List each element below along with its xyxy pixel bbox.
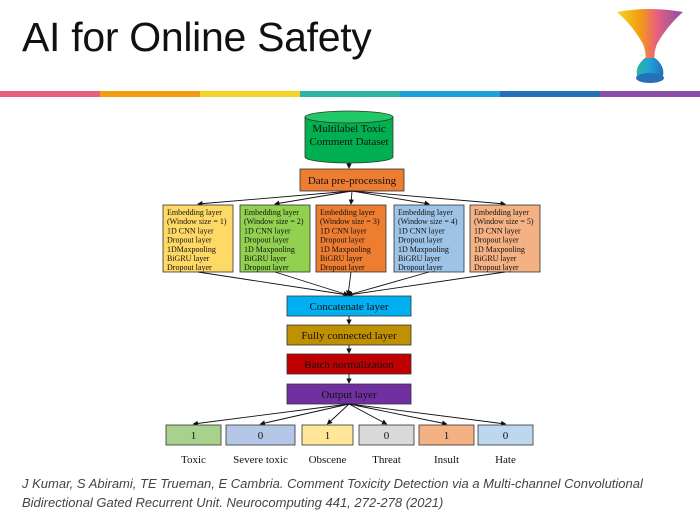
channel-layer-label: (Window size = 1): [167, 217, 227, 227]
output-class-label: Hate: [495, 454, 516, 466]
output-class-label: Insult: [433, 454, 460, 466]
dataset-cylinder-top: [305, 111, 393, 123]
flow-arrow: [194, 404, 350, 424]
channel-layer-label: Dropout layer: [320, 263, 365, 273]
flow-arrow: [352, 191, 429, 204]
output-class-label: Threat: [372, 454, 401, 466]
channel-layer-label: Dropout layer: [320, 235, 365, 245]
citation: J Kumar, S Abirami, TE Trueman, E Cambria. Comment Toxicity Detection via a Multi-channel Convolutional Bidirectional Gated Recurrent Unit. Neurocomputing 441, 272-278 (2021): [22, 476, 643, 510]
channel-layer-label: Dropout layer: [244, 235, 289, 245]
flow-arrow: [348, 272, 429, 295]
channel-layer-label: Dropout layer: [167, 263, 212, 273]
flow-arrow: [275, 272, 348, 295]
channel-layer-label: Embedding layer: [474, 208, 529, 217]
channel-layer-label: (Window size = 2): [244, 217, 304, 227]
channel-layer-label: Dropout layer: [398, 263, 443, 273]
channel-layer-label: 1D CNN layer: [398, 226, 445, 236]
flow-arrow: [349, 404, 506, 424]
channel-layer-label: 1D Maxpooling: [474, 244, 525, 254]
slide-title: AI for Online Safety: [22, 14, 372, 60]
channel-layer-label: (Window size = 3): [320, 217, 380, 227]
channel-layer-label: 1D Maxpooling: [398, 244, 449, 254]
layer-label: Batch normalization: [304, 359, 394, 371]
output-value: 1: [190, 430, 197, 442]
flow-arrow: [352, 191, 505, 204]
output-value: 1: [443, 430, 450, 442]
channel-layer-label: 1D CNN layer: [474, 226, 521, 236]
channel-layer-label: Dropout layer: [244, 263, 289, 273]
channel-layer-label: Embedding layer: [244, 208, 299, 217]
output-class-label: Severe toxic: [233, 454, 288, 466]
channel-layer-label: (Window size = 4): [398, 217, 458, 227]
dataset-label: Comment Dataset: [309, 136, 389, 148]
channel-layer-label: 1D CNN layer: [167, 226, 214, 236]
channel-layer-label: BiGRU layer: [474, 254, 517, 263]
output-value: 0: [502, 430, 509, 442]
flow-arrow: [275, 191, 352, 204]
layer-label: Concatenate layer: [309, 301, 389, 313]
channel-layer-label: BiGRU layer: [167, 254, 210, 263]
channel-layer-label: BiGRU layer: [244, 254, 287, 263]
channel-layer-label: Embedding layer: [398, 208, 453, 217]
output-value: 0: [383, 430, 390, 442]
layer-label: Fully connected layer: [301, 330, 397, 342]
channel-layer-label: Dropout layer: [474, 235, 519, 245]
flow-arrow: [348, 272, 351, 295]
dataset-label: Multilabel Toxic: [312, 123, 386, 135]
output-value: 0: [257, 430, 264, 442]
channel-layer-label: 1D CNN layer: [244, 226, 291, 236]
output-value: 1: [324, 430, 331, 442]
channel-layer-label: 1D Maxpooling: [320, 244, 371, 254]
channel-layer-label: Embedding layer: [167, 208, 222, 217]
channel-layer-label: Dropout layer: [167, 235, 212, 245]
output-class-label: Obscene: [308, 454, 347, 466]
channel-layer-label: 1D Maxpooling: [244, 244, 295, 254]
channel-layer-label: BiGRU layer: [320, 254, 363, 263]
channel-layer-label: 1DMaxpooling: [167, 244, 216, 254]
flow-arrow: [348, 272, 505, 295]
flow-arrow: [198, 272, 348, 295]
flow-arrow: [198, 191, 352, 204]
flow-arrow: [349, 404, 387, 424]
output-class-label: Toxic: [181, 454, 206, 466]
channel-layer-label: 1D CNN layer: [320, 226, 367, 236]
flow-arrow: [349, 404, 447, 424]
channel-layer-label: Embedding layer: [320, 208, 375, 217]
preprocessing-label: Data pre-processing: [307, 175, 397, 187]
channel-layer-label: (Window size = 5): [474, 217, 534, 227]
channel-layer-label: Dropout layer: [398, 235, 443, 245]
flow-arrow: [328, 404, 350, 424]
layer-label: Output layer: [321, 389, 377, 401]
channel-layer-label: Dropout layer: [474, 263, 519, 273]
channel-layer-label: BiGRU layer: [398, 254, 441, 263]
flow-arrow: [351, 191, 352, 204]
